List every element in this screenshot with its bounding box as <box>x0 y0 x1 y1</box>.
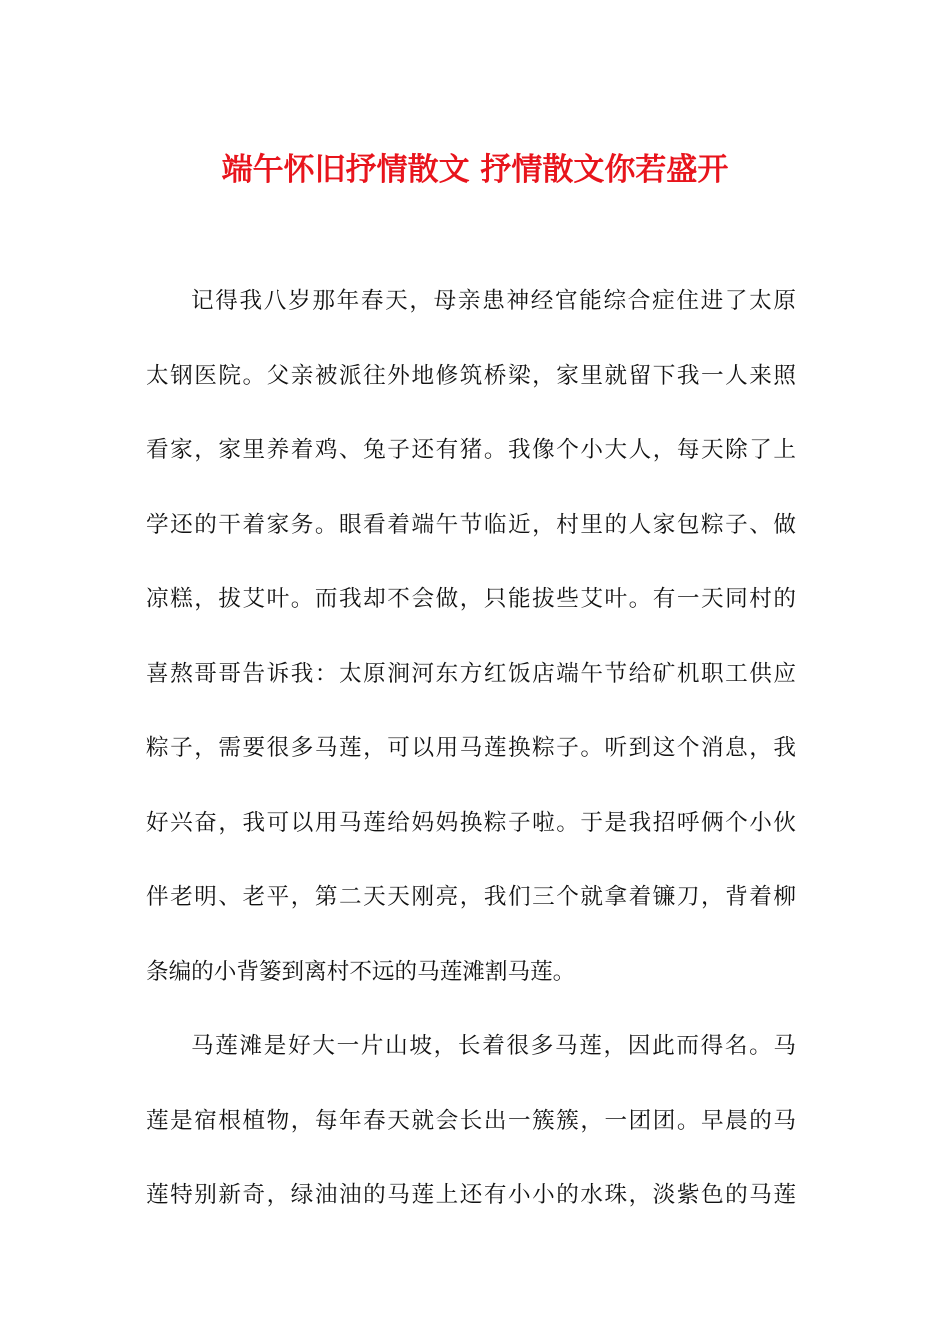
text-line: 条编的小背篓到离村不远的马莲滩割马莲。 <box>146 958 576 985</box>
text-line: 马莲滩是好大一片山坡，长着很多马莲，因此而得名。马 <box>191 1033 796 1059</box>
text-line: 看家，家里养着鸡、兔子还有猪。我像个小大人，每天除了上 <box>146 437 796 463</box>
document-title: 端午怀旧抒情散文 抒情散文你若盛开 <box>221 152 729 188</box>
text-line: 好兴奋，我可以用马莲给妈妈换粽子啦。于是我招呼俩个小伙 <box>146 809 796 836</box>
paragraph-1 <box>146 276 796 1021</box>
text-line: 莲是宿根植物，每年春天就会长出一簇簇，一团团。早晨的马 <box>146 1107 796 1134</box>
text-line: 莲特别新奇，绿油油的马莲上还有小小的水珠，淡紫色的马莲 <box>146 1182 796 1208</box>
text-line: 伴老明、老平，第二天天刚亮，我们三个就拿着镰刀，背着柳 <box>146 884 796 910</box>
document-body <box>146 276 796 1245</box>
text-line: 记得我八岁那年春天，母亲患神经官能综合症住进了太原 <box>191 288 796 314</box>
text-line: 凉糕，拔艾叶。而我却不会做，只能拔些艾叶。有一天同村的 <box>146 586 796 612</box>
text-line: 学还的干着家务。眼看着端午节临近，村里的人家包粽子、做 <box>146 511 796 538</box>
text-line: 太钢医院。父亲被派往外地修筑桥梁，家里就留下我一人来照 <box>146 362 796 389</box>
text-line: 粽子，需要很多马莲，可以用马莲换粽子。听到这个消息，我 <box>146 735 796 761</box>
text-line: 喜熬哥哥告诉我：太原涧河东方红饭店端午节给矿机职工供应 <box>146 660 796 687</box>
paragraph-2 <box>146 1021 796 1245</box>
